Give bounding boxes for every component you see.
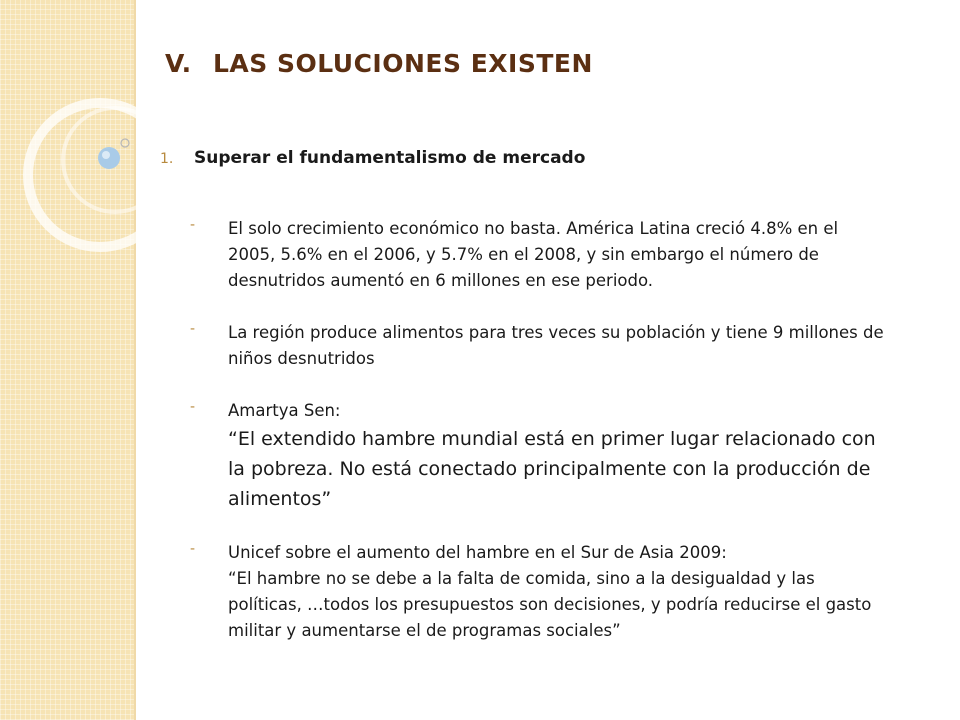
slide-title (165, 49, 593, 78)
bullet-dash: - (190, 217, 196, 233)
quote-text: “El hambre no se debe a la falta de comida, sino a la desigualdad y las políticas, …todos los presupuestos son decisiones, y podría reducirse el gasto militar y aumentarse el de programas sociales” (228, 569, 872, 640)
bullet-dash: - (190, 399, 196, 415)
list-item-text: El solo crecimiento económico no basta. América Latina creció 4.8% en el 2005, 5.6% en el 2006, y 5.7% en el 2008, y sin embargo el número de desnutridos aumentó en 6 millones en ese periodo. (228, 219, 839, 290)
small-ring (121, 139, 129, 147)
list-item (190, 216, 890, 294)
section-number: 1. (160, 151, 174, 167)
section-heading (160, 148, 585, 168)
list-item-text: La región produce alimentos para tres veces su población y tiene 9 millones de niños desnutridos (228, 323, 884, 368)
blue-dot (98, 147, 120, 169)
list-item (190, 540, 890, 644)
blue-dot-highlight (102, 151, 110, 159)
bullet-dash: - (190, 541, 196, 557)
title-number: V. (165, 49, 192, 78)
section-text: Superar el fundamentalismo de mercado (194, 148, 586, 168)
list-item-text: Unicef sobre el aumento del hambre en el Sur de Asia 2009: (228, 543, 727, 562)
list-item (190, 398, 890, 514)
list-item-text: Amartya Sen: (228, 401, 341, 420)
title-text: LAS SOLUCIONES EXISTEN (213, 49, 593, 78)
list-item (190, 320, 890, 372)
bullet-dash: - (190, 321, 196, 337)
quote-text: “El extendido hambre mundial está en primer lugar relacionado con la pobreza. No está conectado principalmente con la producción de alimentos” (228, 428, 876, 510)
bullet-list (190, 216, 890, 670)
